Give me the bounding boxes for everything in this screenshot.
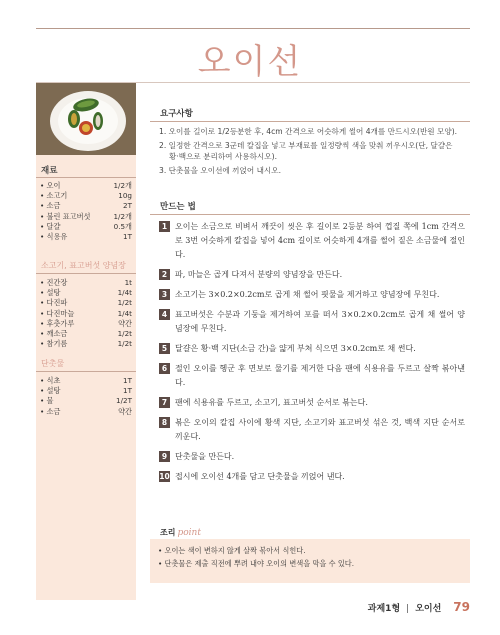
list-item: • 소고기 10g — [40, 191, 132, 201]
requirement-item: 2. 일정한 간격으로 3군데 칼집을 넣고 부재료를 일정량씩 색을 맞춰 끼우시오(단, 달걀은 황·백으로 분리하여 사용하시오). — [159, 141, 453, 161]
page-footer — [368, 600, 470, 614]
step-number-badge: 3 — [159, 289, 170, 300]
step-number-badge: 1 — [159, 221, 170, 232]
step-item — [159, 362, 465, 390]
list-item: • 다진마늘 1/4t — [40, 309, 132, 319]
requirements-heading: 요구사항 — [160, 109, 193, 119]
step-number-badge: 7 — [159, 397, 170, 408]
requirements-list — [159, 126, 459, 179]
step-text: 단촛물을 만든다. — [175, 452, 235, 461]
page-title: 오이선 — [197, 42, 303, 82]
sauce-rule — [36, 371, 136, 372]
step-number-badge: 10 — [159, 472, 170, 481]
ingredients-rule — [36, 177, 136, 178]
step-text: 오이는 소금으로 비벼서 깨끗이 씻은 후 길이로 2등분 하여 껍질 쪽에 1cm 간격으로 3번 어슷하게 칼집을 넣어 4cm 길이로 어슷하게 4개를 썰어 짙은 소금물에 절인다. — [175, 222, 465, 259]
tip-box — [150, 539, 470, 583]
footer-chapter: 과제1형 — [367, 604, 401, 614]
steps-list — [159, 220, 465, 490]
step-item — [159, 308, 465, 336]
steps-rule — [150, 214, 470, 215]
step-number-badge: 4 — [159, 309, 170, 320]
requirement-item: 3. 단촛물을 오이선에 끼얹어 내시오. — [159, 166, 282, 175]
step-text: 절인 오이를 헹군 후 면보로 물기를 제거한 다음 팬에 식용유를 두르고 살짝 볶아낸다. — [175, 364, 465, 387]
step-number-badge: 8 — [159, 417, 170, 428]
tip-label: 조리 point — [160, 528, 201, 538]
dish-photo — [36, 83, 136, 155]
list-item: • 후춧가루 약간 — [40, 319, 132, 329]
step-text: 파, 마늘은 곱게 다져서 분량의 양념장을 만든다. — [175, 270, 343, 279]
footer-recipe-name: 오이선 — [415, 604, 442, 614]
step-number-badge: 2 — [159, 269, 170, 280]
list-item: • 설탕 1/4t — [40, 288, 132, 298]
steps-heading: 만드는 법 — [160, 202, 196, 212]
requirements-rule — [150, 121, 470, 122]
step-item — [159, 450, 465, 464]
step-number-badge: 6 — [159, 363, 170, 374]
ingredients-sidebar — [36, 83, 136, 600]
list-item: • 식용유 1T — [40, 232, 132, 242]
step-number-badge: 9 — [159, 451, 170, 462]
list-item: • 달걀 0.5개 — [40, 222, 132, 232]
step-number-badge: 5 — [159, 343, 170, 354]
step-item — [159, 396, 465, 410]
step-item — [159, 268, 465, 282]
footer-separator: | — [406, 604, 410, 614]
ingredients-heading: 재료 — [41, 166, 58, 176]
step-text: 소고기는 3×0.2×0.2cm로 곱게 채 썰어 핏물을 제거하고 양념장에 무친다. — [175, 290, 440, 299]
seasoning-rule — [36, 273, 136, 274]
top-rule — [36, 28, 470, 29]
step-item — [159, 470, 465, 484]
list-item: • 오이 1/2개 — [40, 181, 132, 191]
requirement-item: 1. 오이를 길이로 1/2등분한 후, 4cm 간격으로 어슷하게 썰어 4개를 만드시오(반원 모양). — [159, 127, 458, 136]
step-item — [159, 220, 465, 262]
page-number: 79 — [453, 600, 470, 614]
step-item — [159, 416, 465, 444]
list-item: • 소금 약간 — [40, 407, 132, 417]
ingredients-list — [40, 181, 132, 242]
seasoning-list — [40, 278, 132, 349]
list-item: • 참기름 1/2t — [40, 339, 132, 349]
step-text: 볶은 오이의 칼집 사이에 황색 지단, 소고기와 표고버섯 섞은 것, 백색 지단 순서로 끼운다. — [175, 418, 465, 441]
tip-item: • 단촛물은 제출 직전에 뿌려 내야 오이의 변색을 막을 수 있다. — [158, 557, 462, 570]
list-item: • 설탕 1T — [40, 386, 132, 396]
list-item: • 소금 2T — [40, 201, 132, 211]
step-text: 달걀은 황·백 지단(소금 간)을 얇게 부쳐 식으면 3×0.2cm로 채 썬다. — [175, 344, 416, 353]
list-item: • 진간장 1t — [40, 278, 132, 288]
step-item — [159, 342, 465, 356]
list-item: • 불린 표고버섯 1/2개 — [40, 212, 132, 222]
list-item: • 다진파 1/2t — [40, 298, 132, 308]
dish-illustration — [36, 83, 136, 155]
step-text: 접시에 오이선 4개를 담고 단촛물을 끼얹어 낸다. — [175, 472, 345, 481]
sauce-list — [40, 376, 132, 417]
tip-item: • 오이는 색이 변하지 않게 살짝 볶아서 식힌다. — [158, 544, 462, 557]
step-text: 팬에 식용유를 두르고, 소고기, 표고버섯 순서로 볶는다. — [175, 398, 368, 407]
step-item — [159, 288, 465, 302]
list-item: • 식초 1T — [40, 376, 132, 386]
list-item: • 물 1/2T — [40, 396, 132, 406]
seasoning-heading: 소고기, 표고버섯 양념장 — [41, 261, 126, 270]
tip-label-accent: point — [177, 528, 201, 538]
step-text: 표고버섯은 수분과 기둥을 제거하여 포를 떠서 3×0.2×0.2cm로 곱게 채 썰어 양념장에 무친다. — [175, 310, 465, 333]
sauce-heading: 단촛물 — [41, 359, 65, 368]
list-item: • 깨소금 1/2t — [40, 329, 132, 339]
